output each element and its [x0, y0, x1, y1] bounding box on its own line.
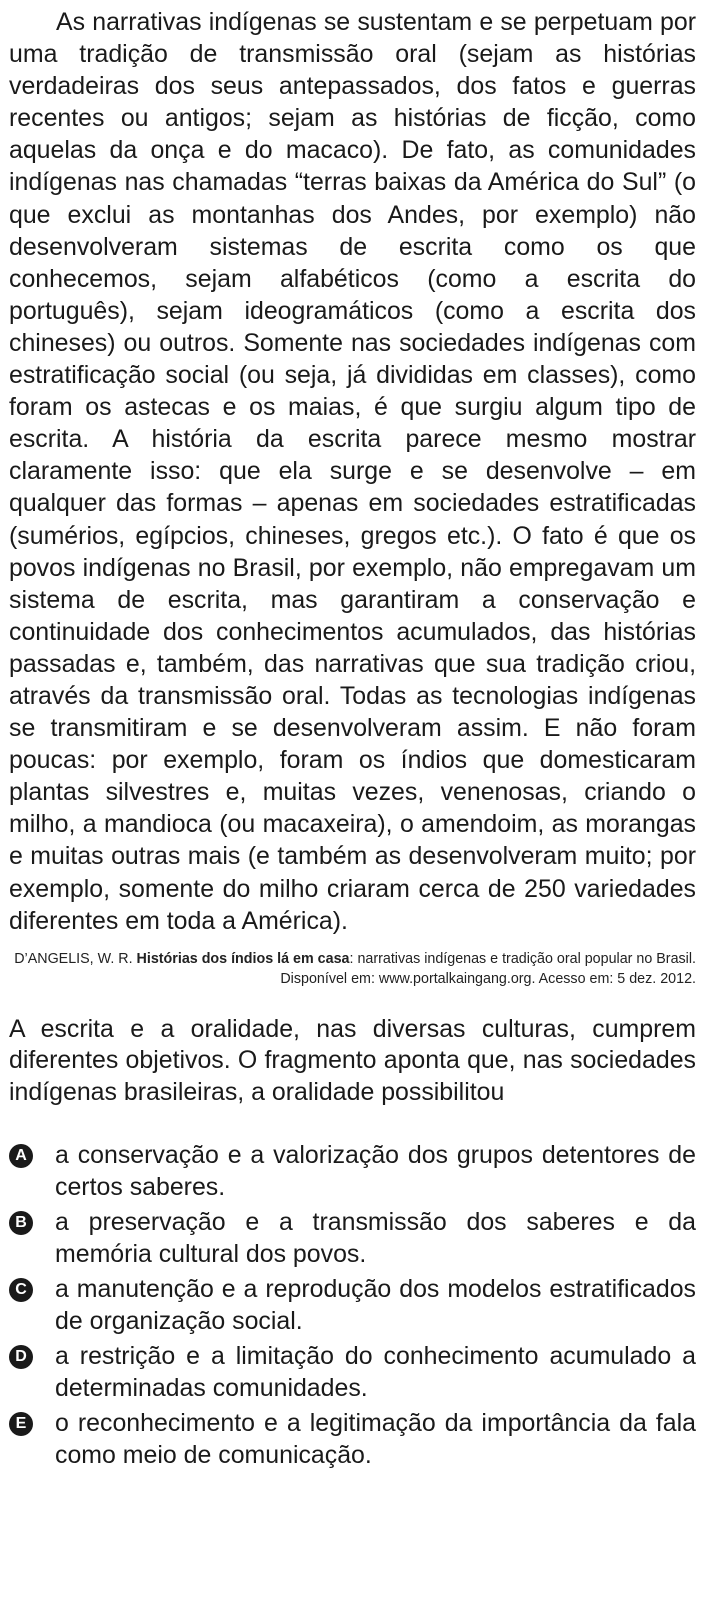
option-b[interactable]: [9, 1207, 696, 1270]
option-b-badge: B: [9, 1211, 33, 1235]
option-d-badge: D: [9, 1345, 33, 1369]
passage-text: As narrativas indígenas se sustentam e se perpetuam por uma tradição de transmissão oral (sejam as histórias verdadeiras dos seus antepassados, dos fatos e guerras recentes ou antigos; sejam as histórias de ficção, como aquelas da onça e do macaco). De fato, as comunidades indígenas nas chamadas “terras baixas da América do Sul” (o que exclui as montanhas dos Andes, por exemplo) não desenvolveram sistemas de escrita como os que conhecemos, sejam alfabéticos (como a escrita do português), sejam ideogramáticos (como a escrita dos chineses) ou outros. Somente nas sociedades indígenas com estratificação social (ou seja, já divididas em classes), como foram os astecas e os maias, é que surgiu algum tipo de escrita. A história da escrita parece mesmo mostrar claramente isso: que ela surge e se desenvolve – em qualquer das formas – apenas em sociedades estratificadas (sumérios, egípcios, chineses, gregos etc.). O fato é que os povos indígenas no Brasil, por exemplo, não empregavam um sistema de escrita, mas garantiram a conservação e continuidade dos conhecimentos acumulados, das histórias passadas e, também, das narrativas que sua tradição criou, através da transmissão oral. Todas as tecnologias indígenas se transmitiram e se desenvolveram assim. E não foram poucas: por exemplo, foram os índios que domesticaram plantas silvestres e, muitas vezes, venenosas, criando o milho, a mandioca (ou macaxeira), o amendoim, as morangas e muitas outras mais (e também as desenvolveram muito; por exemplo, somente do milho criaram cerca de 250 variedades diferentes em toda a América).: [9, 8, 696, 935]
option-b-text: a preservação e a transmissão dos saberes e da memória cultural dos povos.: [55, 1208, 696, 1268]
citation-author: D’ANGELIS, W. R.: [14, 950, 137, 967]
citation-details: : narrativas indígenas e tradição oral popular no Brasil. Disponível em: www.portalkaingang.org. Acesso em: 5 dez. 2012.: [280, 950, 696, 987]
citation-title: Histórias dos índios lá em casa: [136, 950, 350, 967]
option-a-text: a conservação e a valorização dos grupos detentores de certos saberes.: [55, 1141, 696, 1201]
option-e-text: o reconhecimento e a legitimação da importância da fala como meio de comunicação.: [55, 1409, 696, 1469]
option-c[interactable]: [9, 1274, 696, 1337]
question-prompt: A escrita e a oralidade, nas diversas culturas, cumprem diferentes objetivos. O fragmento aponta que, nas sociedades indígenas brasileiras, a oralidade possibilitou: [9, 1014, 696, 1106]
question-page: [9, 6, 696, 1475]
option-d-text: a restrição e a limitação do conhecimento acumulado a determinadas comunidades.: [55, 1342, 696, 1402]
answer-options: [9, 1140, 696, 1471]
option-e[interactable]: [9, 1408, 696, 1471]
option-a-badge: A: [9, 1144, 33, 1168]
source-citation: [9, 949, 696, 989]
option-a[interactable]: [9, 1140, 696, 1203]
option-c-badge: C: [9, 1278, 33, 1302]
option-c-text: a manutenção e a reprodução dos modelos estratificados de organização social.: [55, 1275, 696, 1335]
option-d[interactable]: [9, 1341, 696, 1404]
option-e-badge: E: [9, 1412, 33, 1436]
